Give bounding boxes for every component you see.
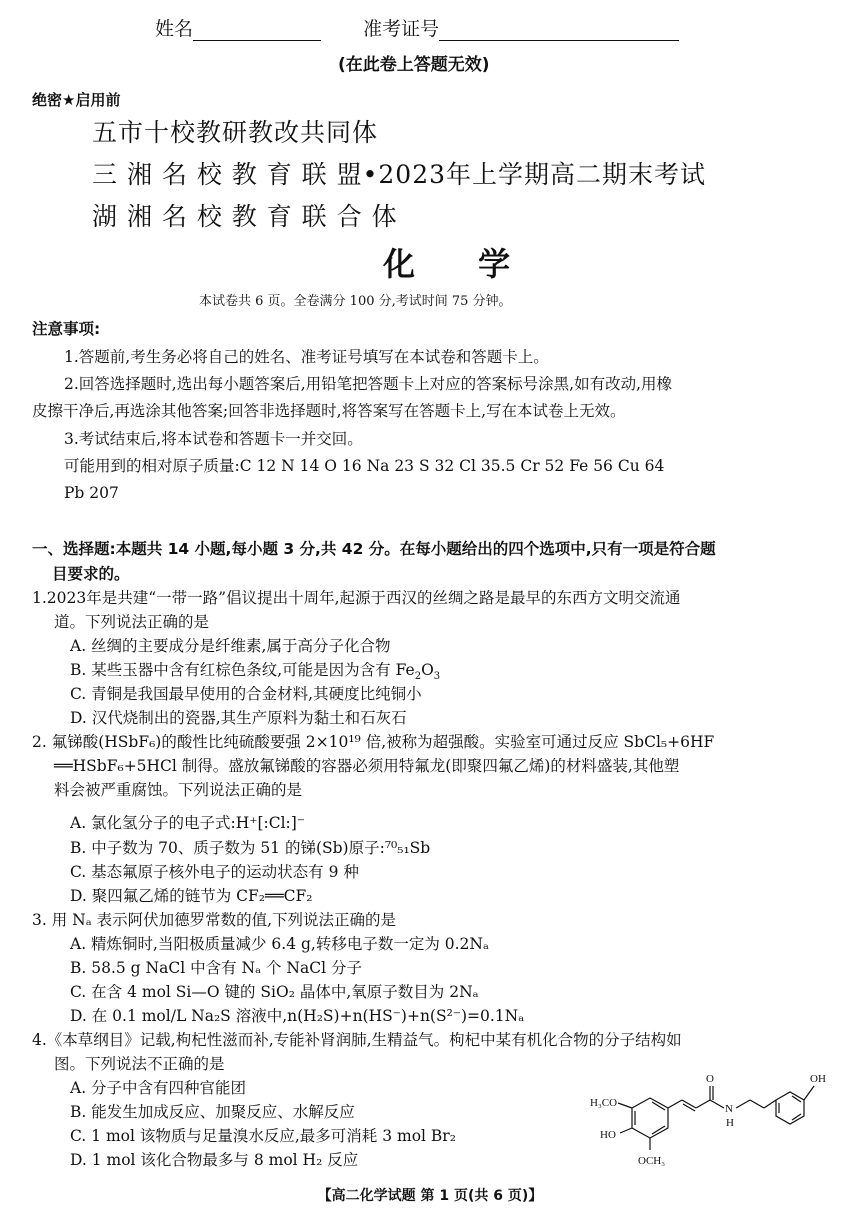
q1-option-c: C. 青铜是我国最早使用的合金材料,其硬度比纯铜小: [70, 685, 422, 703]
q4-option-b: B. 能发生加成反应、加聚反应、水解反应: [70, 1103, 355, 1121]
left-benzene-ring: [632, 1098, 668, 1138]
q3-option-b: B. 58.5 g NaCl 中含有 Nₐ 个 NaCl 分子: [70, 959, 362, 977]
q2-stem-cont-1: ══HSbF₆+5HCl 制得。盛放氟锑酸的容器必须用特氟龙(即聚四氟乙烯)的材料盛装,其他塑: [54, 757, 680, 775]
notes-heading: 注意事项:: [32, 320, 101, 338]
name-blank: [193, 18, 321, 41]
q3-stem: 3. 用 Nₐ 表示阿伏加德罗常数的值,下列说法正确的是: [32, 911, 397, 929]
name-label: 姓名: [155, 18, 194, 40]
title-line-1: 五市十校教研教改共同体: [92, 118, 379, 147]
secret-label: 绝密★启用前: [32, 91, 121, 109]
title-line-2b: •2023年上学期高二期末考试: [362, 160, 707, 189]
hydroxy-label: HO: [600, 1129, 616, 1141]
subject-title: 化 学: [383, 245, 537, 283]
atomic-masses: 可能用到的相对原子质量:C 12 N 14 O 16 Na 23 S 32 Cl 35.5 Cr 52 Fe 56 Cu 64: [64, 457, 665, 475]
methoxy-bottom-label: OCH₃: [638, 1155, 666, 1167]
title-line-2: [92, 155, 706, 191]
q3-option-a: A. 精炼铜时,当阳极质量减少 6.4 g,转移电子数一定为 0.2Nₐ: [70, 935, 489, 953]
q3-option-d: D. 在 0.1 mol/L Na₂S 溶液中,n(H₂S)+n(HS⁻)+n(S²⁻)=0.1Nₐ: [70, 1007, 525, 1025]
right-benzene-ring: [776, 1092, 804, 1124]
q2-option-d: D. 聚四氟乙烯的链节为 CF₂══CF₂: [70, 887, 313, 905]
title-line-3: 湖 湘 名 校 教 育 联 合 体: [92, 202, 398, 231]
note-2a: 2.回答选择题时,选出每小题答案后,用铅笔把答题卡上对应的答案标号涂黑,如有改动,用橡: [64, 375, 672, 393]
exam-id-label: 准考证号: [363, 18, 440, 40]
note-2b: 皮擦干净后,再选涂其他答案;回答非选择题时,将答案写在答题卡上,写在本试卷上无效。: [32, 402, 626, 420]
q4-stem-cont: 图。下列说法不正确的是: [54, 1055, 225, 1073]
q1-option-d: D. 汉代烧制出的瓷器,其生产原料为黏土和石灰石: [70, 709, 407, 727]
methoxy-left-label: H₃CO: [590, 1097, 618, 1109]
q2-stem-cont-2: 料会被严重腐蚀。下列说法正确的是: [54, 781, 303, 799]
exam-info: 本试卷共 6 页。全卷满分 100 分,考试时间 75 分钟。: [199, 294, 512, 309]
q4-option-d: D. 1 mol 该化合物最多与 8 mol H₂ 反应: [70, 1151, 359, 1169]
title-line-2a: 三 湘 名 校 教 育 联 盟: [92, 160, 363, 189]
candidate-info-row: [155, 14, 715, 44]
q1-stem-cont: 道。下列说法正确的是: [54, 613, 210, 631]
section-heading: 一、选择题:本题共 14 小题,每小题 3 分,共 42 分。在每小题给出的四个选项中,只有一项是符合题: [32, 540, 716, 558]
q1-option-b: B. 某些玉器中含有红棕色条纹,可能是因为含有 $Fe_2O_3$: [70, 661, 441, 683]
amide-n-label: N: [725, 1103, 733, 1115]
q2-option-c: C. 基态氟原子核外电子的运动状态有 9 种: [70, 863, 359, 881]
q2-stem: 2. 氟锑酸(HSbF₆)的酸性比纯硫酸要强 2×10¹⁹ 倍,被称为超强酸。实验室可通过反应 SbCl₅+6HF: [32, 733, 715, 751]
phenol-oh-label: OH: [810, 1073, 826, 1085]
atomic-masses-cont: Pb 207: [64, 484, 119, 502]
note-3: 3.考试结束后,将本试卷和答题卡一并交回。: [64, 430, 363, 448]
q4-stem: 4.《本草纲目》记载,枸杞性滋而补,专能补肾润肺,生精益气。枸杞中某有机化合物的分子结构如: [32, 1031, 682, 1049]
section-heading-cont: 目要求的。: [52, 565, 130, 583]
q2-option-b: B. 中子数为 70、质子数为 51 的锑(Sb)原子:⁷⁰₅₁Sb: [70, 839, 431, 857]
q4-option-c: C. 1 mol 该物质与足量溴水反应,最多可消耗 3 mol Br₂: [70, 1127, 456, 1145]
page-footer: 【高二化学试题 第 1 页(共 6 页)】: [317, 1188, 543, 1204]
amide-h-label: H: [726, 1117, 734, 1129]
exam-id-blank: [439, 18, 679, 41]
note-1: 1.答题前,考生务必将自己的姓名、准考证号填写在本试卷和答题卡上。: [64, 348, 549, 366]
molecule-structure-diagram: [590, 1068, 840, 1178]
carbonyl-o-label: O: [706, 1073, 714, 1085]
q1-option-a: A. 丝绸的主要成分是纤维素,属于高分子化合物: [70, 637, 391, 655]
q1-stem: 1.2023年是共建“一带一路”倡议提出十周年,起源于西汉的丝绸之路是最早的东西方文明交流通: [32, 589, 681, 607]
q4-option-a: A. 分子中含有四种官能团: [70, 1079, 247, 1097]
q3-option-c: C. 在含 4 mol Si—O 键的 SiO₂ 晶体中,氧原子数目为 2Nₐ: [70, 983, 479, 1001]
q2-option-a: A. 氯化氢分子的电子式:H⁺[:Cl:]⁻: [70, 814, 306, 832]
invalid-note: (在此卷上答题无效): [338, 55, 490, 75]
